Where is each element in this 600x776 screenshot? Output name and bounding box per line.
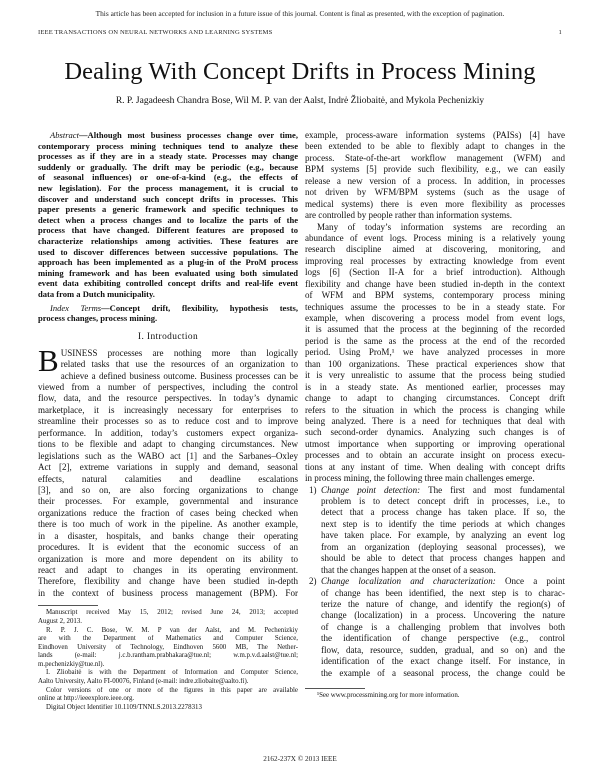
item-line: the example of a seasonal process, the change could be [321,667,565,678]
section-heading: I. Introduction [137,331,199,342]
footnote-rule [38,605,98,606]
item-line: of change is a challenging problem that involves both [321,621,565,632]
footnote-line: R. P. J. C. Bose, W. M. P van der Aalst, and M. Pechenizkiy [46,626,298,634]
item-label: Change localization and characterization: [321,576,496,587]
footnote-line: m.pechenizkiy@tue.nl). [38,660,105,668]
abstract-lead: Abstract [50,130,79,140]
body-line: tions to be flexible and adapt to changing circumstances. New [38,439,298,450]
body-line: example, when discovering a process model from event logs, [305,313,565,323]
index-terms [38,303,298,324]
item-line: next step is to identify the time periods at which changes [321,518,565,529]
abstract-line: processes as if they are in a steady state. Processes may change [38,151,298,162]
acceptance-notice: This article has been accepted for inclusion in a future issue of this journal. Content is final as presented, with the exception of pagination. [95,9,505,18]
body-line: procedures. It is evident that the economic success of an [38,542,298,553]
footnote-line: are with the Department of Mathematics and Computer Science, [38,635,298,643]
footnote-line: I. Žliobaitė is with the Department of Information and Computer Science, [46,669,298,677]
body-line: viewed from a number of perspectives, including the control [38,382,298,392]
drop-cap: B [38,342,59,378]
body-line: being analyzed. There is a need for techniques that deal with [305,415,565,426]
abstract-line: detect when a process changes and to localize the parts of the [38,214,298,225]
abstract-line: process that have changed. Different features are proposed to [38,225,298,236]
item-label: Change point detection: [321,484,421,495]
body-line: process. State-of-the-art workflow management (WFM) and [305,152,565,163]
body-line: related tasks that use the resources of an organization to [60,359,298,370]
footnote-rule [305,688,365,689]
footnote-line: lands (e-mail: j.c.b.rantham.prabhakara@tue.nl; w.m.p.v.d.aalst@tue.nl; [38,652,298,660]
body-line: medical systems) there is even more flexibility as processes [305,198,565,209]
body-line: BPM systems [5] provide such flexibility, e.g., we can easily [305,164,565,175]
introduction-body [38,342,298,600]
footnote-line: Color versions of one or more of the figures in this paper are available [46,686,298,694]
body-line: utmost importance when supporting or improving operational [305,438,565,449]
item-line: change (localization) in a process. Uncovering the nature [321,610,565,621]
footnote-line: Aalto University, Aalto FI-00076, Finland (e-mail: indre.zliobaite@aalto.fi). [38,678,249,686]
body-line: been extended to be able to flexibly adapt to changes in the [305,141,565,152]
item-number: 1) [309,484,317,495]
copyright-line: 2162-237X © 2013 IEEE [263,755,337,763]
abstract-line: used to discover differences between successive populations. The [38,246,298,257]
body-line: legislations such as the WABO act [1] and the Sarbanes–Oxley [38,450,298,461]
index-terms-lead: Index Terms [50,302,102,313]
abstract-line: data from a Dutch municipality. [38,288,155,299]
abstract-line: characterize relationships among activities. These features are [38,235,298,246]
body-line: marketplace, it is increasingly necessary for enterprises to [38,404,298,415]
abstract-line: paper presents a generic framework and specific techniques to [38,204,298,215]
footnote-line: August 2, 2013. [38,617,83,625]
body-line: research discipline aimed at discovering, monitoring, and [305,244,565,255]
body-line: Many of today’s information systems are recording an [317,221,565,232]
item-number: 2) [309,576,317,587]
journal-name: IEEE TRANSACTIONS ON NEURAL NETWORKS AND LEARNING SYSTEMS [38,29,273,36]
author-list: R. P. Jagadeesh Chandra Bose, Wil M. P. van der Aalst, Indrė Žliobaitė, and Mykola Pechenizkiy [115,96,485,106]
abstract [38,130,298,300]
body-line: in the context of business process management (BPM). For [38,587,298,598]
body-line: effects, natural calamities and deadline escalations [38,473,298,484]
paper-title: Dealing With Concept Drifts in Process Mining [64,58,536,85]
body-line: it is assumed that the process at the beginning of the recorded [305,324,565,335]
body-line: period is the same as the process at the end of the recorded [305,335,565,346]
body-line: in process mining, the following three main challenges emerge. [305,473,535,484]
challenge-item [305,485,565,577]
body-line: organization is more and more dependent on its ability to [38,553,298,564]
body-line: it is very unrealistic to assume that the process being studied [305,370,565,381]
item-line: problem is to detect concept drift in processes, i.e., to [321,496,565,506]
body-line: abundance of event logs. Process mining is a relatively young [305,232,565,243]
body-line: logs [6] (Section II-A for a brief introduction). Although [305,267,565,278]
body-line: improving real processes by extracting knowledge from event [305,255,565,266]
body-line: is in a steady state. As mentioned earlier, processes may [305,381,565,392]
body-line: not driven by WFM/BPM systems (such as the usage of [305,187,565,198]
abstract-line: event data exhibiting controlled concept drifts and real-life event [38,278,298,289]
body-line: tions at any instant of time. When dealing with concept drifts [305,461,565,472]
page-number: 1 [558,29,562,36]
doi-line: Digital Object Identifier 10.1109/TNNLS.2013.2278313 [46,703,202,711]
body-line: flexibility and change have been studied in-depth in the context [305,278,565,289]
body-line: performance. In addition, today’s customers expect organiza- [38,427,298,438]
body-line: streamline their processes so as to reduce cost and to improve [38,416,298,427]
body-line: release a new version of a process. In addition, in processes [305,175,565,186]
body-line: USINESS processes are nothing more than logically [60,347,298,358]
body-line: period. Using ProM,¹ we have analyzed processes in more [305,347,565,358]
item-line: 1) Change point detection: The first and most fundamental [309,484,565,495]
abstract-line: discover and understand such concept drifts in processes. This [38,193,298,204]
item-line: terize the nature of change, and identify the region(s) of [321,598,565,609]
running-header [38,29,562,36]
item-line: flow, data, resource, sudden, gradual, and so on) and the [321,644,565,655]
body-line: are controlled by people rather than information systems. [305,210,513,221]
abstract-line: mining framework and has been evaluated using both simulated [38,267,298,278]
challenge-item [305,576,565,679]
body-line: refers to the situation in which the process is changing while [305,404,565,415]
abstract-line: of seasonal influences) or one-of-a-kind (e.g., the effects of [38,172,298,183]
body-line: react and adapt to changes in its operating environment. [38,565,298,575]
body-line: in a disaster, hospitals, and banks change their operating [38,530,298,541]
item-line: from an organization (deploying seasonal processes), we [321,541,565,552]
body-line: of WFM and BPM systems, contemporary process mining [305,290,565,301]
body-line: [3], and so on, are also forcing organizations to change [38,484,298,495]
body-line: techniques assume the processes to be in a steady state. For [305,301,565,312]
item-line: 2) Change localization and characterization: Once a point [309,576,565,587]
body-line: Therefore, flexibility and change have been studied in-depth [38,576,298,587]
footnote-line: ¹See www.processmining.org for more information. [317,692,460,699]
item-line: that the changes happen at the onset of a season. [321,564,496,575]
item-line: should be able to detect that process changes happen and [321,553,565,564]
left-column [38,130,298,712]
body-line: Act [2], extreme variations in supply and demand, seasonal [38,462,298,473]
item-line: of change has been identified, the next step is to charac- [321,587,565,598]
right-column [305,130,565,701]
paragraph [305,130,565,222]
index-terms-line: Index Terms—Concept drift, flexibility, hypothesis tests, [50,302,298,313]
body-line: there is too much of work in the pipeline. As another example, [38,519,298,530]
body-line: processes and to obtain an accurate insight on process execu- [305,450,565,461]
body-line: organizations reduce the fraction of cases being checked when [38,507,298,518]
footnote-right [305,692,565,701]
body-line: flow, data, and the resource perspectives. In today’s dynamic [38,393,298,404]
item-line: detect that a process change has taken place. If so, the [321,507,565,518]
abstract-line: approach has been implemented as a plug-in of the ProM process [38,257,298,268]
footnote-line: Eindhoven University of Technology, Eindhoven 5600 MB, The Nether- [38,643,298,651]
body-line: such second-order dynamics. Analyzing such changes is of [305,427,565,438]
paragraph [305,222,565,485]
abstract-line: new legislation). For the process management, it is crucial to [38,182,298,193]
footnote-line: online at http://ieeexplore.ieee.org. [38,695,135,703]
item-line: have taken place. For example, by analyzing an event log [321,530,565,541]
footnote-line: Manuscript received May 15, 2012; revised June 24, 2013; accepted [46,609,298,617]
abstract-line: suddenly or gradually. The drift may be periodic (e.g., because [38,161,298,172]
body-line: change to adapt to changing circumstances. Concept drift [305,393,565,404]
body-line: example, process-aware information systems (PAISs) [4] have [305,130,565,140]
body-line: achieve a defined business outcome. Business processes can be [60,370,298,381]
footnotes-left [38,609,298,712]
abstract-line: contemporary process mining techniques tend to analyze these [38,140,298,151]
item-line: the identification of change perspective (e.g., control [321,633,565,644]
item-line: identification of the exact change itself. For instance, in [321,656,565,667]
body-line: than 100 organizations. These practical experiences show that [305,358,565,369]
index-terms-line: process changes, process mining. [38,313,158,324]
body-line: their processes. For example, governmental and insurance [38,496,298,507]
abstract-line: Abstract—Although most business processes change over time, [50,130,298,140]
